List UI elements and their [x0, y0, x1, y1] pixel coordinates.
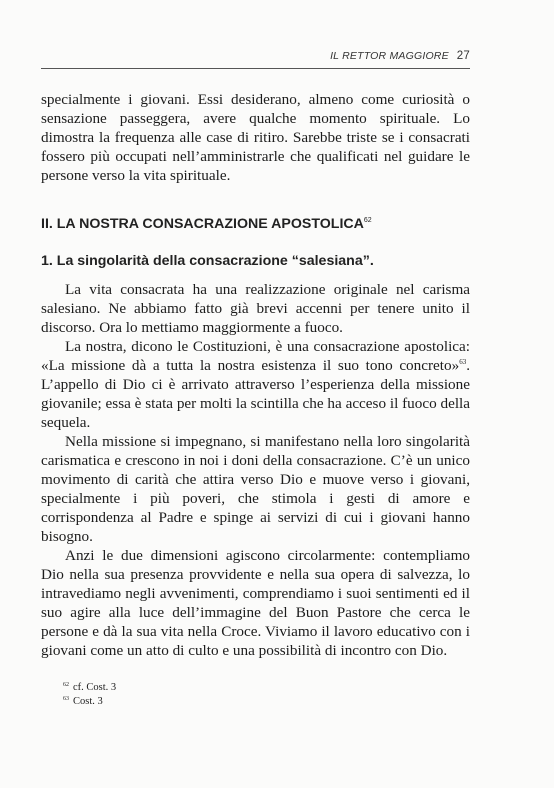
- paragraph-2-part-1: La nostra, dicono le Costituzioni, è una consacrazione apostolica: «La missione dà a tutta la nostra esistenza il suo tono concreto»: [41, 338, 470, 374]
- footnote-number: 62: [63, 682, 69, 688]
- paragraph-2: [41, 337, 470, 432]
- intro-paragraph: specialmente i giovani. Essi desiderano, almeno come curiosità o sensazione passeggera, avere qualche momento spirituale. Lo dimostra la frequenza alle case di ritiro. Sarebbe triste se i consacrati fossero più occupati nell’amministrarle che qualificati nel guidare le persone verso la vita spirituale.: [41, 91, 470, 184]
- running-header: [41, 50, 470, 66]
- section-heading: [41, 216, 470, 232]
- main-text: [41, 280, 470, 660]
- paragraph-2-part-2: . L’appello di Dio ci è arrivato attraverso l’esperienza della missione giovanile; essa è stata per molti la scintilla che ha acceso il fuoco della sequela.: [41, 357, 470, 431]
- footnotes: [63, 681, 116, 709]
- footnote-text: cf. Cost. 3: [73, 682, 117, 693]
- subsection-heading: [41, 253, 470, 269]
- paragraph-4: Anzi le due dimensioni agiscono circolarmente: contempliamo Dio nella sua presenza provvidente e nella sua opera di salvezza, lo intravediamo negli avvenimenti, comprendiamo i suoi sentimenti ed il suo agire alla luce dell’immagine del Buon Pastore che cerca le persone e dà la sua vita nella Croce. Viviamo il lavoro educativo con i giovani come un atto di culto e una possibilità di incontro con Dio.: [41, 547, 470, 659]
- paragraph-1: La vita consacrata ha una realizzazione originale nel carisma salesiano. Ne abbiamo fatto già brevi accenni per tenere unito il discorso. Ora lo mettiamo maggiormente a fuoco.: [41, 281, 470, 336]
- footnote-ref-62: 62: [363, 217, 372, 224]
- section-title: II. LA NOSTRA CONSACRAZIONE APOSTOLICA: [41, 216, 364, 232]
- header-rule: [41, 68, 470, 69]
- footnote-number: 63: [63, 696, 69, 702]
- running-title: IL RETTOR MAGGIORE: [330, 50, 449, 62]
- footnote: [63, 681, 116, 695]
- intro-block: [41, 90, 470, 185]
- page-number: 27: [456, 50, 470, 62]
- footnote: [63, 695, 116, 709]
- paragraph-3: Nella missione si impegnano, si manifestano nella loro singolarità carismatica e crescono in noi i doni della consacrazione. C’è un unico movimento di carità che attira verso Dio e muove verso i giovani, specialmente i più poveri, che stimola i gesti di amore e corrispondenza al Padre e spinge ai servizi di cui i giovani hanno bisogno.: [41, 433, 470, 545]
- footnote-text: Cost. 3: [73, 696, 103, 707]
- footnote-ref-63: 63: [459, 358, 467, 366]
- subsection-title: 1. La singolarità della consacrazione “salesiana”.: [41, 253, 374, 269]
